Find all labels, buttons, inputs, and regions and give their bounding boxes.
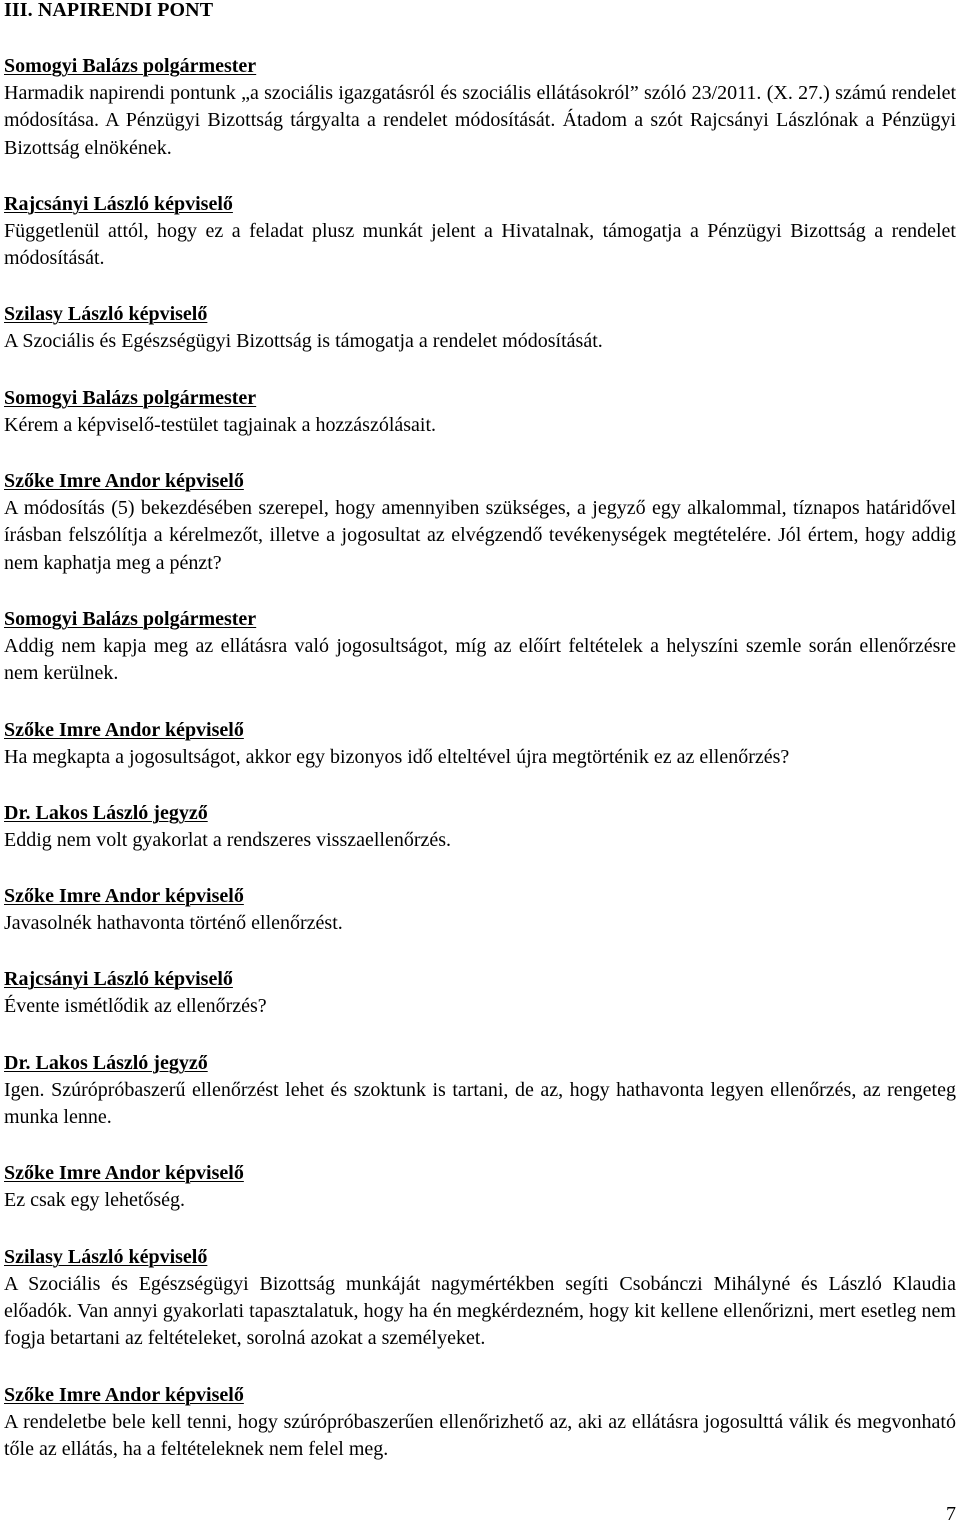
speech-text: Javasolnék hathavonta történő ellenőrzést. (4, 912, 343, 935)
minutes-entry (4, 301, 956, 355)
minutes-entry (4, 1382, 956, 1464)
speaker-name: Szőke Imre Andor képviselő (4, 1162, 244, 1185)
section-title: III. NAPIRENDI PONT (4, 0, 214, 21)
minutes-entry (4, 966, 956, 1020)
speaker-name: Rajcsányi László képviselő (4, 968, 233, 991)
speech-text: A rendeletbe bele kell tenni, hogy szúrópróbaszerűen ellenőrizhető az, aki az ellátásra jogosulttá válik és megvonható tőle az ellátás, ha a feltételeknek nem felel meg. (4, 1410, 956, 1460)
speech-text: A Szociális és Egészségügyi Bizottság munkáját nagymértékben segíti Csobánczi Mihályné és László Klaudia előadók. Van annyi gyakorlati tapasztalatuk, hogy ha én megkérdezném, hogy kit kellene ellenőrizni, mert esetleg nem fogja betartani az feltételeket, sorolná azokat a személyeket. (4, 1272, 956, 1350)
minutes-entry (4, 468, 956, 577)
speech-text: A módosítás (5) bekezdésében szerepel, hogy amennyiben szükséges, a jegyző egy alkalommal, tíznapos határidővel írásban felszólítja a kérelmezőt, illetve a jogosultat az elvégzendő tevékenységek megtételére. Jól értem, hogy addig nem kaphatja meg a pénzt? (4, 497, 956, 574)
speech-text: Addig nem kapja meg az ellátásra való jogosultságot, míg az előírt feltételek a helyszíni szemle során ellenőrzésre nem kerülnek. (4, 634, 956, 685)
speaker-name: Dr. Lakos László jegyző (4, 1051, 208, 1074)
minutes-entry (4, 191, 956, 273)
speech-text: A Szociális és Egészségügyi Bizottság is támogatja a rendelet módosítását. (4, 330, 603, 353)
minutes-entry (4, 1244, 956, 1353)
speaker-name: Szilasy László képviselő (4, 303, 208, 326)
speech-text: Függetlenül attól, hogy ez a feladat plusz munkát jelent a Hivatalnak, támogatja a Pénzügyi Bizottság a rendelet módosítását. (4, 219, 956, 270)
minutes-body (4, 53, 956, 1463)
minutes-entry (4, 606, 956, 688)
minutes-entry (4, 1160, 956, 1214)
speaker-name: Somogyi Balázs polgármester (4, 607, 257, 630)
speech-text: Ez csak egy lehetőség. (4, 1189, 186, 1212)
document-page (4, 0, 956, 1463)
speech-text: Igen. Szúrópróbaszerű ellenőrzést lehet és szoktunk is tartani, de az, hogy hathavonta legyen ellenőrzés, az rengeteg munka lenne. (4, 1078, 956, 1129)
speech-text: Eddig nem volt gyakorlat a rendszeres visszaellenőrzés. (4, 828, 452, 851)
speech-text: Ha megkapta a jogosultságot, akkor egy bizonyos idő elteltével újra megtörténik ez az ellenőrzés? (4, 745, 790, 768)
minutes-entry (4, 883, 956, 937)
speaker-name: Szőke Imre Andor képviselő (4, 470, 244, 493)
speech-text: Évente ismétlődik az ellenőrzés? (4, 995, 267, 1018)
speaker-name: Szőke Imre Andor képviselő (4, 1383, 244, 1406)
speech-text: Harmadik napirendi pontunk „a szociális igazgatásról és szociális ellátásokról” szóló 23/2011. (X. 27.) számú rendelet módosítása. A Pénzügyi Bizottság tárgyalta a rendelet módosítását. Átadom a szót Rajcsányi Lászlónak a Pénzügyi Bizottság elnökének. (4, 82, 956, 159)
minutes-entry (4, 800, 956, 854)
minutes-entry (4, 53, 956, 162)
speaker-name: Rajcsányi László képviselő (4, 192, 233, 215)
page-number: 7 (946, 1503, 956, 1525)
minutes-entry (4, 1050, 956, 1132)
minutes-entry (4, 385, 956, 439)
speaker-name: Szőke Imre Andor képviselő (4, 718, 244, 741)
speaker-name: Dr. Lakos László jegyző (4, 801, 208, 824)
speaker-name: Somogyi Balázs polgármester (4, 55, 257, 77)
speaker-name: Somogyi Balázs polgármester (4, 386, 257, 409)
speaker-name: Szilasy László képviselő (4, 1245, 208, 1268)
speech-text: Kérem a képviselő-testület tagjainak a hozzászólásait. (4, 413, 437, 436)
minutes-entry (4, 717, 956, 771)
speaker-name: Szőke Imre Andor képviselő (4, 885, 244, 908)
